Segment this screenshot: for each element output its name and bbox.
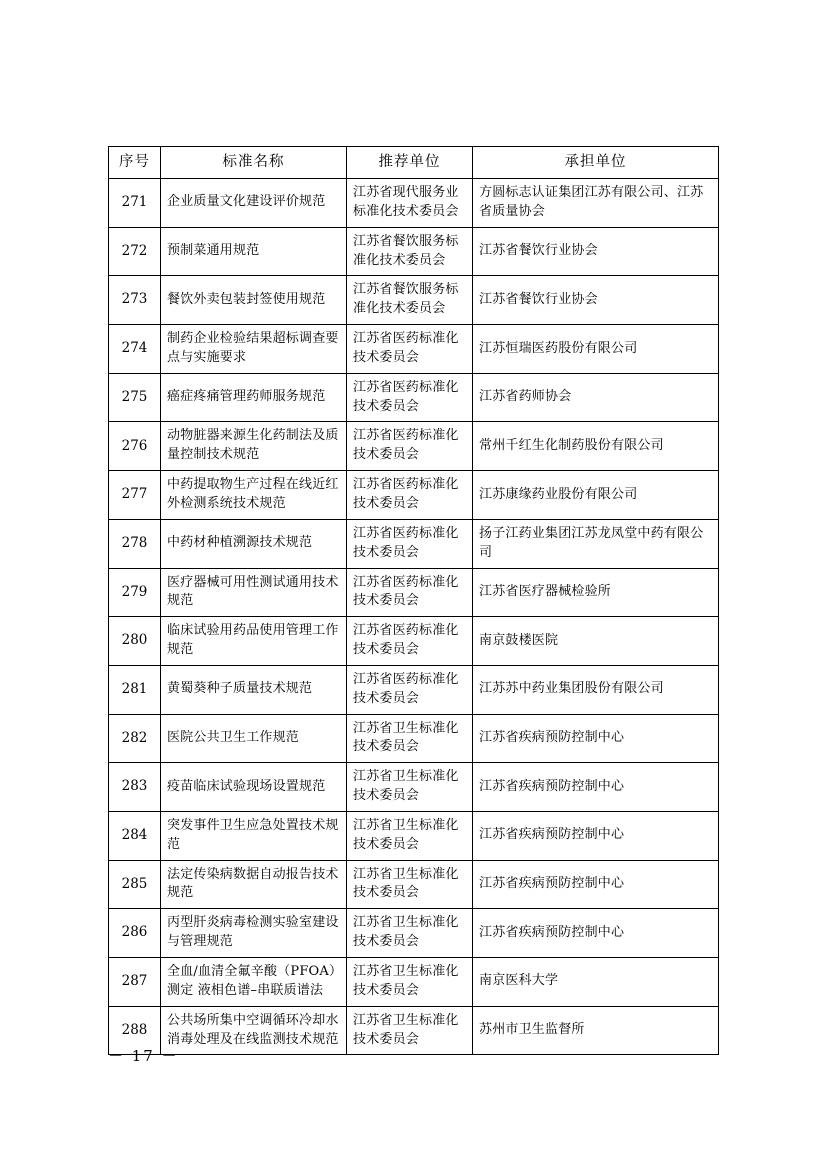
cell-standard-name: 癌症疼痛管理药师服务规范 (161, 373, 347, 422)
cell-recommending-unit: 江苏省医药标准化技术委员会 (347, 373, 473, 422)
cell-undertaking-unit: 江苏省餐饮行业协会 (473, 276, 719, 325)
table-row (109, 179, 719, 228)
cell-undertaking-unit: 方圆标志认证集团江苏有限公司、江苏省质量协会 (473, 179, 719, 228)
cell-standard-name: 中药提取物生产过程在线近红外检测系统技术规范 (161, 471, 347, 520)
cell-seq: 278 (109, 519, 161, 568)
table-header (109, 147, 719, 179)
cell-recommending-unit: 江苏省医药标准化技术委员会 (347, 471, 473, 520)
cell-undertaking-unit: 南京鼓楼医院 (473, 617, 719, 666)
cell-undertaking-unit: 常州千红生化制药股份有限公司 (473, 422, 719, 471)
table-row (109, 617, 719, 666)
table-row (109, 665, 719, 714)
cell-seq: 272 (109, 227, 161, 276)
column-header-seq: 序号 (109, 147, 161, 179)
cell-standard-name: 医疗器械可用性测试通用技术规范 (161, 568, 347, 617)
cell-seq: 285 (109, 860, 161, 909)
cell-undertaking-unit: 江苏省疾病预防控制中心 (473, 909, 719, 958)
cell-undertaking-unit: 江苏省药师协会 (473, 373, 719, 422)
cell-recommending-unit: 江苏省医药标准化技术委员会 (347, 568, 473, 617)
cell-undertaking-unit: 江苏省餐饮行业协会 (473, 227, 719, 276)
cell-standard-name: 突发事件卫生应急处置技术规范 (161, 811, 347, 860)
table-row (109, 811, 719, 860)
cell-undertaking-unit: 江苏省疾病预防控制中心 (473, 763, 719, 812)
cell-seq: 280 (109, 617, 161, 666)
cell-recommending-unit: 江苏省医药标准化技术委员会 (347, 325, 473, 374)
cell-standard-name: 临床试验用药品使用管理工作规范 (161, 617, 347, 666)
column-header-standard-name: 标准名称 (161, 147, 347, 179)
cell-standard-name: 制药企业检验结果超标调查要点与实施要求 (161, 325, 347, 374)
cell-recommending-unit: 江苏省餐饮服务标准化技术委员会 (347, 276, 473, 325)
cell-undertaking-unit: 江苏恒瑞医药股份有限公司 (473, 325, 719, 374)
cell-standard-name: 预制菜通用规范 (161, 227, 347, 276)
cell-recommending-unit: 江苏省医药标准化技术委员会 (347, 665, 473, 714)
cell-standard-name: 公共场所集中空调循环冷却水消毒处理及在线监测技术规范 (161, 1006, 347, 1055)
cell-undertaking-unit: 江苏省疾病预防控制中心 (473, 714, 719, 763)
cell-seq: 276 (109, 422, 161, 471)
table-row (109, 958, 719, 1007)
standards-table (108, 146, 719, 1055)
cell-recommending-unit: 江苏省卫生标准化技术委员会 (347, 1006, 473, 1055)
table-row (109, 422, 719, 471)
cell-seq: 274 (109, 325, 161, 374)
cell-recommending-unit: 江苏省现代服务业标准化技术委员会 (347, 179, 473, 228)
cell-seq: 277 (109, 471, 161, 520)
cell-undertaking-unit: 江苏省疾病预防控制中心 (473, 811, 719, 860)
cell-standard-name: 中药材种植溯源技术规范 (161, 519, 347, 568)
cell-standard-name: 丙型肝炎病毒检测实验室建设与管理规范 (161, 909, 347, 958)
column-header-recommending-unit: 推荐单位 (347, 147, 473, 179)
cell-seq: 281 (109, 665, 161, 714)
cell-standard-name: 黄蜀葵种子质量技术规范 (161, 665, 347, 714)
cell-seq: 286 (109, 909, 161, 958)
cell-standard-name: 法定传染病数据自动报告技术规范 (161, 860, 347, 909)
cell-recommending-unit: 江苏省医药标准化技术委员会 (347, 422, 473, 471)
table-row (109, 471, 719, 520)
cell-undertaking-unit: 苏州市卫生监督所 (473, 1006, 719, 1055)
table-row (109, 373, 719, 422)
table-row (109, 714, 719, 763)
page-number: － 17 － (108, 1047, 179, 1065)
cell-standard-name: 疫苗临床试验现场设置规范 (161, 763, 347, 812)
table-row (109, 227, 719, 276)
column-header-undertaking-unit: 承担单位 (473, 147, 719, 179)
cell-seq: 275 (109, 373, 161, 422)
cell-seq: 284 (109, 811, 161, 860)
cell-recommending-unit: 江苏省医药标准化技术委员会 (347, 519, 473, 568)
table-header-row (109, 147, 719, 179)
cell-seq: 287 (109, 958, 161, 1007)
cell-undertaking-unit: 江苏苏中药业集团股份有限公司 (473, 665, 719, 714)
cell-seq: 282 (109, 714, 161, 763)
cell-standard-name: 企业质量文化建设评价规范 (161, 179, 347, 228)
cell-seq: 288 (109, 1006, 161, 1055)
cell-recommending-unit: 江苏省卫生标准化技术委员会 (347, 763, 473, 812)
cell-recommending-unit: 江苏省卫生标准化技术委员会 (347, 860, 473, 909)
table-row (109, 860, 719, 909)
cell-recommending-unit: 江苏省卫生标准化技术委员会 (347, 714, 473, 763)
cell-recommending-unit: 江苏省卫生标准化技术委员会 (347, 811, 473, 860)
table-row (109, 909, 719, 958)
table-row (109, 325, 719, 374)
cell-undertaking-unit: 江苏康缘药业股份有限公司 (473, 471, 719, 520)
table-row (109, 568, 719, 617)
cell-undertaking-unit: 江苏省疾病预防控制中心 (473, 860, 719, 909)
table-row (109, 519, 719, 568)
cell-standard-name: 餐饮外卖包装封签使用规范 (161, 276, 347, 325)
cell-undertaking-unit: 扬子江药业集团江苏龙凤堂中药有限公司 (473, 519, 719, 568)
cell-undertaking-unit: 南京医科大学 (473, 958, 719, 1007)
cell-seq: 273 (109, 276, 161, 325)
cell-standard-name: 医院公共卫生工作规范 (161, 714, 347, 763)
cell-seq: 271 (109, 179, 161, 228)
cell-recommending-unit: 江苏省医药标准化技术委员会 (347, 617, 473, 666)
cell-standard-name: 动物脏器来源生化药制法及质量控制技术规范 (161, 422, 347, 471)
cell-recommending-unit: 江苏省餐饮服务标准化技术委员会 (347, 227, 473, 276)
table-row (109, 276, 719, 325)
cell-undertaking-unit: 江苏省医疗器械检验所 (473, 568, 719, 617)
cell-standard-name: 全血/血清全氟辛酸（PFOA）测定 液相色谱–串联质谱法 (161, 958, 347, 1007)
standards-table-container (108, 146, 718, 1055)
cell-recommending-unit: 江苏省卫生标准化技术委员会 (347, 909, 473, 958)
table-body (109, 179, 719, 1055)
cell-seq: 283 (109, 763, 161, 812)
table-row (109, 763, 719, 812)
cell-recommending-unit: 江苏省卫生标准化技术委员会 (347, 958, 473, 1007)
cell-seq: 279 (109, 568, 161, 617)
